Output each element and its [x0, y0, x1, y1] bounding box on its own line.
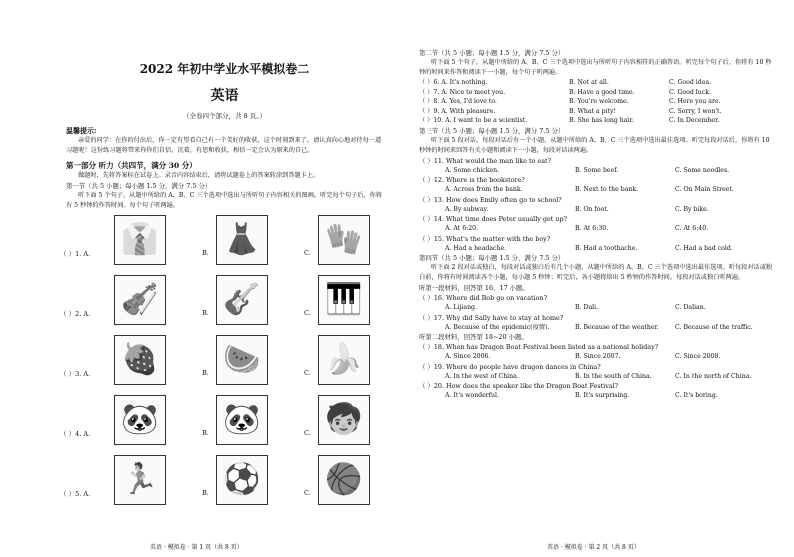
child-picture: 🧒 [318, 395, 370, 445]
answer-options [419, 391, 774, 401]
section4-first: 听第一段材料，回答第 16、17 小题。 [419, 284, 529, 292]
option-c: C. By bike. [675, 205, 709, 213]
part1-heading: 第一部分 听力（共四节，满分 30 分） [66, 161, 197, 170]
picture-row [60, 335, 383, 391]
right-page [397, 0, 794, 557]
question-text: （ ）13. How does Emily often go to school? [419, 195, 562, 204]
option-c: C. At 6:40. [675, 225, 709, 232]
question-text: （ ）11. What would the man like to eat? [419, 156, 552, 165]
option-c: C. Dalian. [675, 304, 706, 311]
section4-second: 听第二段材料，回答第 18~20 小题。 [419, 333, 528, 341]
question-text: （ ）19. Where do people have dragon dances in China? [419, 362, 601, 371]
banana-picture: 🍌 [318, 335, 370, 385]
panda-picture: 🐼 [114, 395, 166, 445]
option-c: C. Sorry, I won't. [669, 107, 722, 115]
section2-heading: 第二节（共 5 小题；每小题 1.5 分，满分 7.5 分） [419, 49, 565, 57]
option-a: A. Across from the bank. [445, 186, 523, 193]
answer-options [419, 224, 774, 234]
section4-text: 听下面 2 段对话或独白，每段对话或独白后有几个小题，从题中所给的 A、B、C 三个选项中选出最佳选项。听每段对话或独白前，你将有时间阅读各个小题，每小题 5 秒钟；听完后，各小题将给出 5 秒钟的作答时间。每段对话或独白听两遍。 [419, 264, 773, 281]
answer-options [419, 352, 774, 362]
answer-options [419, 372, 774, 382]
option-b: B. Some beef. [575, 166, 619, 174]
answer-options [419, 303, 774, 313]
option-a: A. It's wonderful. [445, 392, 499, 399]
question-row [419, 88, 774, 98]
running-picture: 🏃 [114, 455, 166, 505]
option-b: B. She has long hair. [569, 117, 634, 124]
section3-text: 听下面 5 段对话，每段对话后有一个小题，从题中所给的 A、B、C 三个选项中选出最佳选项。听完每段对话后，你将有 10 秒钟的时间来回答有关小题和阅读下一小题，每段对话读两遍。 [419, 136, 770, 154]
option-label: C. [304, 369, 311, 377]
option-b: B. You're welcome. [569, 98, 629, 105]
option-b: B. Next to the bank. [575, 186, 639, 193]
question-label: （ ）4. A. [60, 430, 91, 438]
picture-row [60, 455, 383, 511]
guitar-picture: 🎸 [216, 275, 268, 325]
soccer-picture: ⚽ [216, 455, 268, 505]
option-b: B. It's surprising. [575, 392, 630, 399]
answer-options [419, 244, 774, 254]
option-label: C. [304, 429, 311, 437]
option-c: C. Good luck. [669, 88, 711, 96]
question-row [419, 97, 774, 107]
question-text: （ ）12. Where is the bookstore? [419, 176, 525, 184]
option-c: C. Good idea. [669, 79, 712, 86]
answer-options [419, 323, 774, 333]
section2-text: 听下面 5 个句子，从题中所给的 A、B、C 三个选项中选出与所听句子内容相符的正确答语。听完每个句子后，你将有 10 秒钟的时间来作答和阅读下一小题，每个句子听两遍。 [419, 59, 772, 76]
question-text: （ ）18. When has Dragon Boat Festival been listed as a national holiday? [419, 343, 659, 351]
left-footer: 英语 · 模拟卷 · 第 1 页（共 8 页） [150, 544, 243, 551]
gloves-picture: 🧤 [318, 215, 370, 265]
option-a: A. Because of the epidemic(疫情). [445, 323, 550, 331]
option-a: A. Lijiang. [445, 304, 477, 311]
option-b: B. On foot. [575, 205, 609, 213]
section1-heading: 第一节（共 5 小题；每小题 1.5 分，满分 7.5 分） [66, 182, 212, 190]
right-footer: 英语 · 模拟卷 · 第 2 页（共 8 页） [547, 544, 640, 551]
strawberry-picture: 🍓 [114, 335, 166, 385]
tips-header: 温馨提示: [66, 126, 97, 135]
question-text: （ ）20. How does the speaker like the Dragon Boat Festival? [419, 382, 619, 390]
option-a: A. At 6:20. [445, 225, 479, 232]
option-b: B. Not at all. [569, 79, 609, 86]
option-c: C. In the north of China. [675, 372, 752, 380]
question-text: （ ）6. A. It's nothing. [419, 79, 488, 86]
option-c: C. Since 2008. [675, 353, 721, 360]
question-text: （ ）7. A. Nice to meet you. [419, 88, 506, 96]
coat-picture: 👔 [114, 215, 166, 265]
option-c: C. In December. [669, 117, 720, 124]
option-a: A. Since 2006. [445, 353, 491, 360]
picture-row [60, 215, 383, 271]
part1-text: 做题时，先将答案标在试卷上。录音内容结束后，请将试题卷上的答案转涂到答题卡上。 [78, 172, 320, 179]
option-b: B. Dali. [575, 304, 599, 311]
option-label: B. [202, 489, 209, 497]
option-b: B. What a pity! [569, 107, 617, 115]
option-b: B. Since 2007. [575, 353, 621, 360]
option-b: B. Because of the weather. [575, 323, 659, 331]
option-c: C. Had a bad cold. [675, 244, 733, 252]
tips-text: 亲爱的同学：在你的付出后，你一定有望看自己有一个美好的收获，这个时刻到来了，请认真向心地对待每一道习题呢！这份练习题将带来你你们自信，沉着，有思和收获，相信一定会认为原来的自己。 [66, 137, 382, 154]
option-label: C. [304, 249, 311, 257]
option-a: A. Had a headache. [445, 244, 507, 252]
section4-heading: 第四节（共 5 小题；每小题 1.5 分，满分 7.5 分） [419, 254, 565, 262]
answer-options [419, 205, 774, 215]
option-a: A. By subway. [445, 205, 489, 213]
dress-picture: 👗 [216, 215, 268, 265]
option-c: C. It's boring. [675, 392, 718, 399]
question-text: （ ）15. What's the matter with the boy? [419, 234, 551, 243]
option-c: C. Because of the traffic. [675, 323, 753, 331]
question-row [419, 107, 774, 117]
basketball-picture: 🏀 [318, 455, 370, 505]
option-label: B. [202, 249, 209, 257]
exam-subject: 英语 [210, 88, 239, 104]
option-c: C. On Main Street. [675, 186, 734, 193]
option-label: C. [304, 489, 311, 497]
mascot-picture: 🐼 [216, 395, 268, 445]
question-text: （ ）16. Where did Bob go on vacation? [419, 294, 548, 302]
option-c: C. Here you are. [669, 98, 721, 105]
question-label: （ ）2. A. [60, 310, 91, 318]
option-b: B. In the south of China. [575, 372, 652, 380]
section3-heading: 第三节（共 5 小题；每小题 1.5 分，满分 7.5 分） [419, 126, 565, 135]
option-label: B. [202, 429, 209, 437]
question-label: （ ）1. A. [60, 250, 91, 258]
option-label: B. [202, 369, 209, 377]
question-text: （ ）8. A. Yes, I'd love to. [419, 98, 497, 105]
question-row [419, 78, 774, 88]
picture-row [60, 275, 383, 331]
watermelon-picture: 🍉 [216, 335, 268, 385]
answer-options [419, 166, 774, 176]
violin-picture: 🎻 [114, 275, 166, 325]
option-b: B. Had a toothache. [575, 244, 638, 252]
question-text: （ ）10. A. I want to be a scientist. [419, 117, 528, 124]
section1-text: 听下面 5 个句子，从题中所给的 A、B、C 三个选项中选出与所听句子内容相关的图画。听完每个句子后，你将有 5 秒钟的作答时间。每个句子听两遍。 [66, 192, 382, 209]
question-label: （ ）5. A. [60, 490, 91, 498]
question-label: （ ）3. A. [60, 370, 91, 378]
option-b: B. Have a good time. [569, 88, 635, 96]
picture-row [60, 395, 383, 451]
question-text: （ ）14. What time does Peter usually get up? [419, 215, 568, 223]
option-c: C. Some noodles. [675, 166, 730, 174]
answer-options [419, 185, 774, 195]
option-b: B. At 6:30. [575, 225, 609, 232]
question-text: （ ）17. Why did Sally have to stay at home? [419, 313, 564, 322]
exam-note: （全卷四个部分，共 8 页。） [182, 112, 267, 120]
piano-picture: 🎹 [318, 275, 370, 325]
option-label: C. [304, 309, 311, 317]
option-a: A. In the west of China. [445, 372, 519, 380]
question-row [419, 116, 774, 126]
option-a: A. Some chicken. [445, 166, 500, 174]
question-text: （ ）9. A. With pleasure. [419, 107, 496, 115]
option-label: B. [202, 309, 209, 317]
exam-title: 2022 年初中学业水平模拟卷二 [139, 62, 310, 76]
